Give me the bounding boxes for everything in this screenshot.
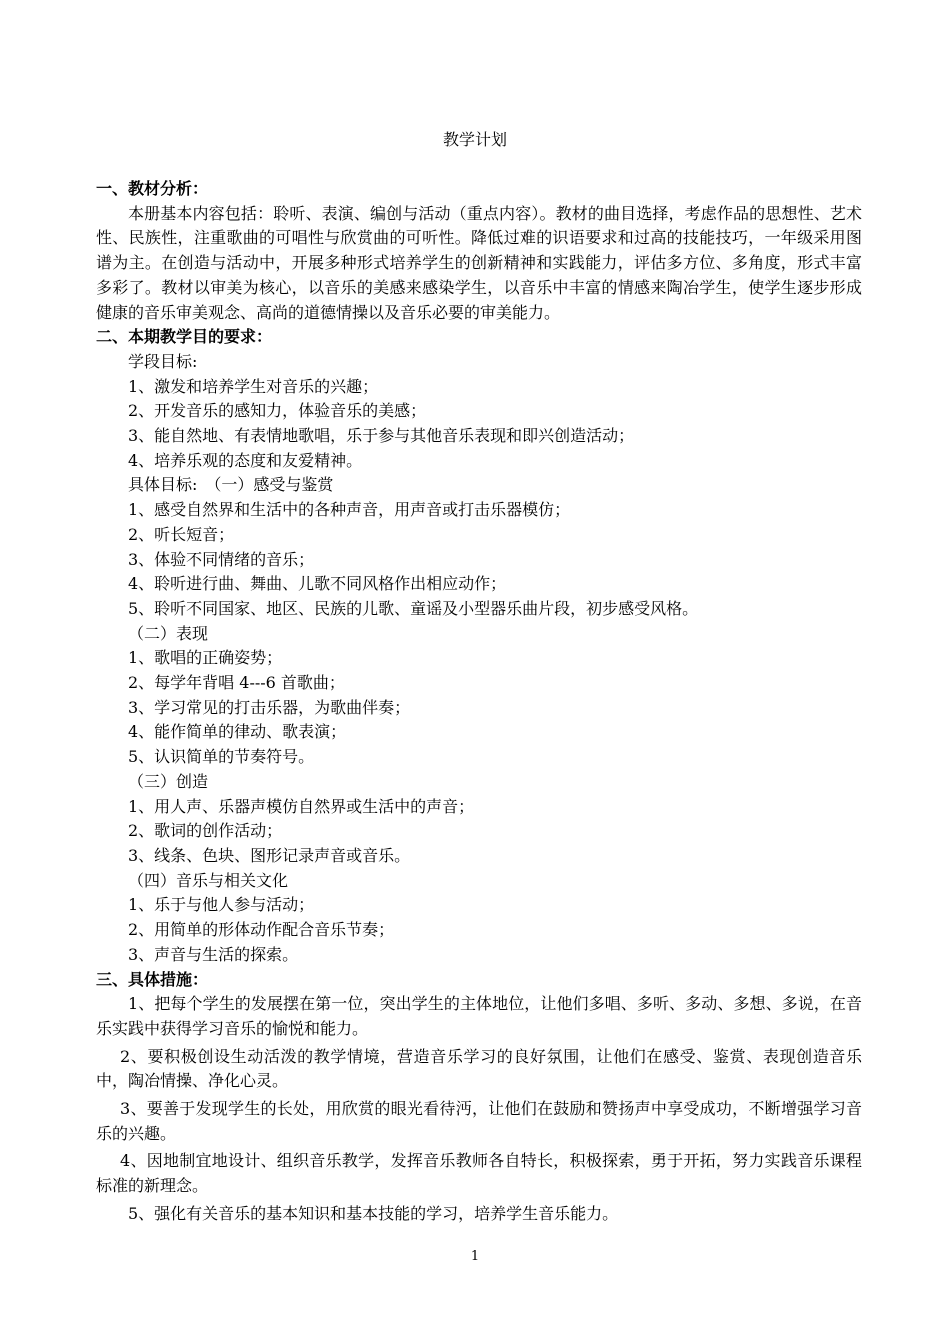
measure-paragraph: 3、要善于发现学生的长处，用欣赏的眼光看待沔，让他们在鼓励和赞扬声中享受成功，不断增强学习音乐的兴趣。 [96,1099,862,1143]
list-item: 3、线条、色块、图形记录声音或音乐。 [128,845,411,865]
materials-paragraph: 本册基本内容包括：聆听、表演、编创与活动（重点内容）。教材的曲目选择，考虑作品的思想性、艺术性、民族性，注重歌曲的可唱性与欣赏曲的可听性。降低过难的识语要求和过高的技能技巧，一年级采用图谱为主。在创造与活动中，开展多种形式培养学生的创新精神和实践能力，评估多方位、多角度，形式丰富多彩了。教材以审美为核心，以音乐的美感来感染学生，以音乐中丰富的情感来陶冶学生，使学生逐步形成健康的音乐审美观念、高尚的道德情操以及音乐必要的审美能力。 [96,203,862,322]
list-item: 2、听长短音； [128,524,235,544]
subheading-culture: （四）音乐与相关文化 [128,870,289,890]
specific-goals-label: 具体目标: （一）感受与鉴赏 [128,475,334,495]
list-item: 5、聆听不同国家、地区、民族的儿歌、童谣及小型器乐曲片段，初步感受风格。 [128,598,699,618]
subheading-performance: （二）表现 [128,623,209,643]
list-item: 3、学习常见的打击乐器，为歌曲伴奏； [128,697,411,717]
page-number: 1 [470,1249,480,1264]
list-item: 2、开发音乐的感知力，体验音乐的美感； [128,401,427,421]
list-item: 1、乐于与他人参与活动； [128,895,315,915]
list-item: 4、能作简单的律动、歌表演； [128,722,347,742]
list-item: 1、激发和培养学生对音乐的兴趣； [128,376,379,396]
list-item: 4、聆听进行曲、舞曲、儿歌不同风格作出相应动作； [128,574,507,594]
list-item: 3、声音与生活的探索。 [128,944,299,964]
subheading-creation: （三）创造 [128,771,209,791]
document-title: 教学计划 [442,130,507,149]
list-item: 5、认识简单的节奏符号。 [128,747,315,767]
list-item: 1、用人声、乐器声模仿自然界或生活中的声音； [128,796,475,816]
list-item: 1、感受自然界和生活中的各种声音，用声音或打击乐器模仿； [128,500,571,520]
section-heading-goals: 二、本期教学目的要求： [96,327,273,347]
list-item: 1、歌唱的正确姿势； [128,648,283,668]
section-heading-measures: 三、具体措施： [96,969,209,989]
measure-paragraph: 2、要积极创设生动活泼的教学情境，营造音乐学习的良好氛围，让他们在感受、鉴赏、表现创造音乐中，陶冶情操、净化心灵。 [96,1046,862,1091]
list-item: 3、体验不同情绪的音乐； [128,549,315,569]
list-item: 2、每学年背唱 4---6 首歌曲； [128,673,345,693]
list-item: 2、用简单的形体动作配合音乐节奏； [128,920,395,940]
list-item: 2、歌词的创作活动； [128,821,283,841]
stage-goals-label: 学段目标: [128,351,198,371]
measure-paragraph: 4、因地制宜地设计、组织音乐教学，发挥音乐教师各自特长，积极探索，勇于开拓，努力实践音乐课程标准的新理念。 [96,1151,862,1196]
list-item: 4、培养乐观的态度和友爱精神。 [128,450,363,470]
measure-paragraph: 1、把每个学生的发展摆在第一位，突出学生的主体地位，让他们多唱、多听、多动、多想、多说，在音乐实践中获得学习音乐的愉悦和能力。 [96,994,862,1038]
section-heading-materials: 一、教材分析： [96,179,209,198]
list-item: 3、能自然地、有表情地歌唱，乐于参与其他音乐表现和即兴创造活动； [128,426,635,446]
measure-paragraph: 5、强化有关音乐的基本知识和基本技能的学习，培养学生音乐能力。 [128,1203,619,1223]
document-body [96,177,862,1230]
